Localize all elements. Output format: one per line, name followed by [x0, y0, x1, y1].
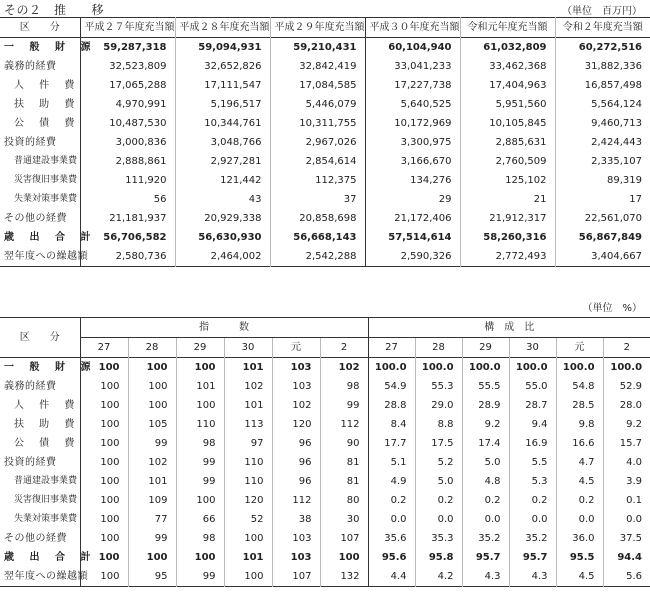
ratio-year-header: 29: [462, 338, 509, 358]
index-table-row: [0, 434, 650, 453]
amount-cell: 57,514,614: [365, 228, 460, 247]
amount-table-row: [0, 247, 650, 267]
amount-cell: 56,706,582: [80, 228, 175, 247]
ratio-cell: 95.8: [415, 548, 462, 567]
amount-cell: 10,487,530: [80, 114, 175, 133]
index-cell: 100: [80, 548, 128, 567]
index-cell: 102: [320, 358, 368, 378]
amount-cell: 3,000,836: [80, 133, 175, 152]
amount-cell: 33,462,368: [460, 57, 555, 76]
row-label: 失業対策事業費: [14, 194, 78, 204]
index-cell: 103: [272, 377, 320, 396]
ratio-cell: 95.7: [509, 548, 556, 567]
index-cell: 97: [224, 434, 272, 453]
ratio-cell: 4.3: [462, 567, 509, 587]
index-cell: 52: [224, 510, 272, 529]
ratio-cell: 4.5: [556, 567, 603, 587]
amount-cell: 2,772,493: [460, 247, 555, 267]
row-label: 人 件 費: [14, 400, 81, 411]
amount-table-row: [0, 76, 650, 95]
ratio-year-header: 28: [415, 338, 462, 358]
amount-cell: 60,272,516: [555, 38, 650, 58]
index-cell: 100: [80, 358, 128, 378]
row-label: その他の経費: [4, 213, 67, 224]
row-label: 扶 助 費: [14, 419, 81, 430]
row-label: 災害復旧事業費: [14, 175, 78, 185]
ratio-cell: 95.5: [556, 548, 603, 567]
row-label: 公 債 費: [14, 118, 81, 129]
amount-cell: 32,842,419: [270, 57, 365, 76]
ratio-cell: 16.6: [556, 434, 603, 453]
ratio-year-header: 27: [368, 338, 415, 358]
index-table-row: [0, 358, 650, 378]
row-label: 歳 出 合 計: [4, 552, 97, 563]
index-cell: 100: [80, 434, 128, 453]
index-cell: 100: [80, 567, 128, 587]
index-table-row: [0, 453, 650, 472]
index-year-header: 2: [320, 338, 368, 358]
amount-cell: 2,885,631: [460, 133, 555, 152]
index-ratio-table: [0, 317, 650, 587]
index-corner-header: 区 分: [19, 332, 60, 343]
index-cell: 99: [176, 567, 224, 587]
amount-table-row: [0, 57, 650, 76]
index-cell: 113: [224, 415, 272, 434]
index-cell: 81: [320, 453, 368, 472]
ratio-cell: 55.5: [462, 377, 509, 396]
amount-cell: 17,227,738: [365, 76, 460, 95]
ratio-cell: 5.6: [603, 567, 650, 587]
ratio-cell: 16.9: [509, 434, 556, 453]
index-cell: 100: [80, 415, 128, 434]
ratio-year-header: 2: [603, 338, 650, 358]
amount-cell: 89,319: [555, 171, 650, 190]
amount-cell: 2,760,509: [460, 152, 555, 171]
amount-cell: 5,446,079: [270, 95, 365, 114]
ratio-cell: 9.2: [603, 415, 650, 434]
unit-label-amount: （単位 百万円）: [562, 6, 642, 17]
index-group-header-row: [0, 318, 650, 338]
amount-cell: 56,668,143: [270, 228, 365, 247]
ratio-cell: 95.7: [462, 548, 509, 567]
amount-cell: 17,084,585: [270, 76, 365, 95]
amount-table-row: [0, 171, 650, 190]
index-cell: 105: [128, 415, 176, 434]
ratio-cell: 4.4: [368, 567, 415, 587]
index-cell: 103: [272, 358, 320, 378]
ratio-cell: 100.0: [415, 358, 462, 378]
amount-table-row: [0, 228, 650, 247]
index-table-row: [0, 415, 650, 434]
ratio-cell: 5.1: [368, 453, 415, 472]
row-label: その他の経費: [4, 533, 67, 544]
ratio-cell: 100.0: [368, 358, 415, 378]
amount-cell: 10,105,845: [460, 114, 555, 133]
amount-cell: 111,920: [80, 171, 175, 190]
index-group-header: 指 数: [80, 318, 368, 338]
ratio-cell: 0.2: [556, 491, 603, 510]
ratio-cell: 0.2: [509, 491, 556, 510]
amount-cell: 3,166,670: [365, 152, 460, 171]
amount-cell: 2,854,614: [270, 152, 365, 171]
ratio-cell: 4.5: [556, 472, 603, 491]
index-year-header: 元: [272, 338, 320, 358]
amount-corner-header: 区 分: [19, 22, 60, 33]
amount-table-row: [0, 95, 650, 114]
ratio-cell: 35.2: [509, 529, 556, 548]
ratio-cell: 28.0: [603, 396, 650, 415]
index-cell: 110: [224, 472, 272, 491]
index-cell: 99: [176, 472, 224, 491]
ratio-cell: 29.0: [415, 396, 462, 415]
index-cell: 99: [128, 434, 176, 453]
index-table-row: [0, 396, 650, 415]
ratio-cell: 100.0: [603, 358, 650, 378]
ratio-cell: 0.2: [415, 491, 462, 510]
amount-cell: 134,276: [365, 171, 460, 190]
ratio-cell: 9.4: [509, 415, 556, 434]
ratio-cell: 8.4: [368, 415, 415, 434]
index-table-row: [0, 377, 650, 396]
ratio-cell: 55.3: [415, 377, 462, 396]
index-cell: 100: [176, 491, 224, 510]
index-cell: 99: [128, 529, 176, 548]
amount-cell: 2,335,107: [555, 152, 650, 171]
index-cell: 103: [272, 529, 320, 548]
ratio-cell: 4.0: [603, 453, 650, 472]
amount-table-row: [0, 114, 650, 133]
index-cell: 100: [80, 472, 128, 491]
amount-table-row: [0, 209, 650, 228]
amount-cell: 32,523,809: [80, 57, 175, 76]
index-cell: 107: [320, 529, 368, 548]
amount-cell: 5,640,525: [365, 95, 460, 114]
index-cell: 77: [128, 510, 176, 529]
amount-cell: 2,967,026: [270, 133, 365, 152]
amount-cell: 5,951,560: [460, 95, 555, 114]
ratio-cell: 0.0: [603, 510, 650, 529]
index-cell: 100: [80, 510, 128, 529]
ratio-cell: 9.2: [462, 415, 509, 434]
index-cell: 81: [320, 472, 368, 491]
amount-cell: 21,912,317: [460, 209, 555, 228]
amount-cell: 21: [460, 190, 555, 209]
ratio-cell: 15.7: [603, 434, 650, 453]
amount-cell: 17,404,963: [460, 76, 555, 95]
amount-cell: 17,111,547: [175, 76, 270, 95]
amount-cell: 16,857,498: [555, 76, 650, 95]
ratio-cell: 35.6: [368, 529, 415, 548]
amount-cell: 10,172,969: [365, 114, 460, 133]
index-year-header: 30: [224, 338, 272, 358]
index-table-row: [0, 529, 650, 548]
amount-cell: 4,970,991: [80, 95, 175, 114]
row-label: 人 件 費: [14, 80, 81, 91]
amount-cell: 59,094,931: [175, 38, 270, 58]
ratio-cell: 0.0: [509, 510, 556, 529]
index-cell: 110: [224, 453, 272, 472]
row-label: 義務的経費: [4, 381, 57, 392]
ratio-year-header: 元: [556, 338, 603, 358]
index-cell: 101: [224, 358, 272, 378]
amount-cell: 10,344,761: [175, 114, 270, 133]
amount-cell: 33,041,233: [365, 57, 460, 76]
ratio-cell: 0.0: [415, 510, 462, 529]
index-cell: 103: [272, 548, 320, 567]
index-cell: 100: [80, 453, 128, 472]
index-cell: 100: [224, 567, 272, 587]
row-label: 歳 出 合 計: [4, 232, 97, 243]
amount-cell: 20,929,338: [175, 209, 270, 228]
index-cell: 99: [176, 453, 224, 472]
ratio-year-header: 30: [509, 338, 556, 358]
ratio-cell: 5.0: [415, 472, 462, 491]
index-cell: 100: [224, 529, 272, 548]
ratio-cell: 95.6: [368, 548, 415, 567]
amount-cell: 56,630,930: [175, 228, 270, 247]
amount-cell: 56,867,849: [555, 228, 650, 247]
amount-cell: 3,300,975: [365, 133, 460, 152]
ratio-cell: 5.2: [415, 453, 462, 472]
index-year-header: 27: [80, 338, 128, 358]
ratio-cell: 52.9: [603, 377, 650, 396]
index-cell: 90: [320, 434, 368, 453]
ratio-cell: 100.0: [556, 358, 603, 378]
index-cell: 101: [128, 472, 176, 491]
index-table-row: [0, 567, 650, 587]
index-table-row: [0, 548, 650, 567]
row-label: 投資的経費: [4, 137, 57, 148]
amount-cell: 2,424,443: [555, 133, 650, 152]
amount-cell: 112,375: [270, 171, 365, 190]
index-cell: 101: [224, 548, 272, 567]
amount-col-header: 平成２７年度充当額: [80, 18, 175, 38]
amount-cell: 3,048,766: [175, 133, 270, 152]
ratio-cell: 94.4: [603, 548, 650, 567]
index-cell: 100: [128, 396, 176, 415]
ratio-cell: 37.5: [603, 529, 650, 548]
index-cell: 96: [272, 434, 320, 453]
ratio-cell: 0.0: [462, 510, 509, 529]
ratio-cell: 5.3: [509, 472, 556, 491]
row-label: 普通建設事業費: [14, 476, 78, 486]
index-cell: 100: [80, 491, 128, 510]
amount-cell: 43: [175, 190, 270, 209]
amount-col-header: 令和元年度充当額: [460, 18, 555, 38]
index-cell: 100: [128, 548, 176, 567]
ratio-cell: 28.5: [556, 396, 603, 415]
row-label: 災害復旧事業費: [14, 495, 78, 505]
index-cell: 132: [320, 567, 368, 587]
amount-cell: 56: [80, 190, 175, 209]
index-cell: 100: [128, 358, 176, 378]
index-cell: 100: [176, 358, 224, 378]
ratio-cell: 0.0: [368, 510, 415, 529]
amount-cell: 32,652,826: [175, 57, 270, 76]
amount-table-row: [0, 38, 650, 58]
amount-cell: 2,590,326: [365, 247, 460, 267]
ratio-cell: 54.9: [368, 377, 415, 396]
index-cell: 38: [272, 510, 320, 529]
amount-cell: 29: [365, 190, 460, 209]
index-year-header: 29: [176, 338, 224, 358]
index-cell: 120: [224, 491, 272, 510]
index-cell: 66: [176, 510, 224, 529]
amount-cell: 21,172,406: [365, 209, 460, 228]
index-cell: 102: [128, 453, 176, 472]
amount-cell: 2,542,288: [270, 247, 365, 267]
ratio-cell: 0.1: [603, 491, 650, 510]
ratio-cell: 9.8: [556, 415, 603, 434]
index-year-header: 28: [128, 338, 176, 358]
amount-cell: 2,464,002: [175, 247, 270, 267]
index-cell: 98: [320, 377, 368, 396]
ratio-cell: 35.3: [415, 529, 462, 548]
amount-cell: 2,580,736: [80, 247, 175, 267]
ratio-cell: 17.7: [368, 434, 415, 453]
amount-cell: 60,104,940: [365, 38, 460, 58]
row-label: 翌年度への繰越額: [4, 251, 88, 262]
amount-trend-table: [0, 17, 650, 267]
index-cell: 95: [128, 567, 176, 587]
index-cell: 100: [320, 548, 368, 567]
index-cell: 98: [176, 529, 224, 548]
amount-col-header: 平成３０年度充当額: [365, 18, 460, 38]
index-cell: 100: [80, 529, 128, 548]
amount-cell: 58,260,316: [460, 228, 555, 247]
ratio-cell: 4.7: [556, 453, 603, 472]
index-cell: 101: [224, 396, 272, 415]
ratio-cell: 0.0: [556, 510, 603, 529]
index-subheader-row: [0, 338, 650, 358]
ratio-cell: 28.9: [462, 396, 509, 415]
index-cell: 100: [176, 548, 224, 567]
index-cell: 30: [320, 510, 368, 529]
index-table-row: [0, 472, 650, 491]
amount-cell: 59,210,431: [270, 38, 365, 58]
amount-cell: 31,882,336: [555, 57, 650, 76]
page-heading: その２ 推 移: [4, 3, 105, 17]
index-cell: 100: [176, 396, 224, 415]
ratio-cell: 4.2: [415, 567, 462, 587]
row-label: 一 般 財 源: [4, 42, 97, 53]
amount-cell: 5,564,124: [555, 95, 650, 114]
row-label: 一 般 財 源: [4, 362, 97, 373]
amount-header-row: [0, 18, 650, 38]
index-cell: 107: [272, 567, 320, 587]
ratio-cell: 0.2: [462, 491, 509, 510]
index-cell: 80: [320, 491, 368, 510]
amount-cell: 21,181,937: [80, 209, 175, 228]
ratio-group-header: 構 成 比: [368, 318, 650, 338]
ratio-cell: 3.9: [603, 472, 650, 491]
amount-cell: 9,460,713: [555, 114, 650, 133]
ratio-cell: 8.8: [415, 415, 462, 434]
ratio-cell: 54.8: [556, 377, 603, 396]
index-cell: 99: [320, 396, 368, 415]
index-cell: 100: [128, 377, 176, 396]
ratio-cell: 28.7: [509, 396, 556, 415]
amount-cell: 59,287,318: [80, 38, 175, 58]
index-cell: 109: [128, 491, 176, 510]
amount-cell: 61,032,809: [460, 38, 555, 58]
ratio-cell: 35.2: [462, 529, 509, 548]
index-cell: 102: [224, 377, 272, 396]
amount-table-row: [0, 133, 650, 152]
index-cell: 98: [176, 434, 224, 453]
ratio-cell: 17.5: [415, 434, 462, 453]
ratio-cell: 4.9: [368, 472, 415, 491]
index-cell: 112: [320, 415, 368, 434]
index-table-row: [0, 510, 650, 529]
amount-col-header: 令和２年度充当額: [555, 18, 650, 38]
index-cell: 112: [272, 491, 320, 510]
amount-table-row: [0, 152, 650, 171]
row-label: 翌年度への繰越額: [4, 571, 88, 582]
ratio-cell: 4.8: [462, 472, 509, 491]
index-cell: 120: [272, 415, 320, 434]
amount-cell: 121,442: [175, 171, 270, 190]
index-cell: 102: [272, 396, 320, 415]
amount-cell: 2,888,861: [80, 152, 175, 171]
ratio-cell: 100.0: [509, 358, 556, 378]
ratio-cell: 55.0: [509, 377, 556, 396]
amount-table-row: [0, 190, 650, 209]
amount-cell: 22,561,070: [555, 209, 650, 228]
row-label: 投資的経費: [4, 457, 57, 468]
amount-cell: 2,927,281: [175, 152, 270, 171]
amount-col-header: 平成２８年度充当額: [175, 18, 270, 38]
amount-cell: 37: [270, 190, 365, 209]
ratio-cell: 0.2: [368, 491, 415, 510]
index-cell: 96: [272, 472, 320, 491]
row-label: 義務的経費: [4, 61, 57, 72]
unit-label-percent: （単位 %）: [582, 303, 642, 314]
amount-cell: 20,858,698: [270, 209, 365, 228]
row-label: 公 債 費: [14, 438, 81, 449]
index-cell: 101: [176, 377, 224, 396]
amount-cell: 17: [555, 190, 650, 209]
amount-cell: 5,196,517: [175, 95, 270, 114]
row-label: 扶 助 費: [14, 99, 81, 110]
amount-cell: 10,311,755: [270, 114, 365, 133]
ratio-cell: 5.0: [462, 453, 509, 472]
ratio-cell: 5.5: [509, 453, 556, 472]
row-label: 普通建設事業費: [14, 156, 78, 166]
ratio-cell: 17.4: [462, 434, 509, 453]
ratio-cell: 28.8: [368, 396, 415, 415]
index-cell: 110: [176, 415, 224, 434]
amount-col-header: 平成２９年度充当額: [270, 18, 365, 38]
ratio-cell: 4.3: [509, 567, 556, 587]
amount-cell: 125,102: [460, 171, 555, 190]
index-cell: 100: [80, 377, 128, 396]
index-table-row: [0, 491, 650, 510]
index-cell: 100: [80, 396, 128, 415]
index-cell: 96: [272, 453, 320, 472]
row-label: 失業対策事業費: [14, 514, 78, 524]
amount-cell: 17,065,288: [80, 76, 175, 95]
amount-cell: 3,404,667: [555, 247, 650, 267]
ratio-cell: 100.0: [462, 358, 509, 378]
ratio-cell: 36.0: [556, 529, 603, 548]
